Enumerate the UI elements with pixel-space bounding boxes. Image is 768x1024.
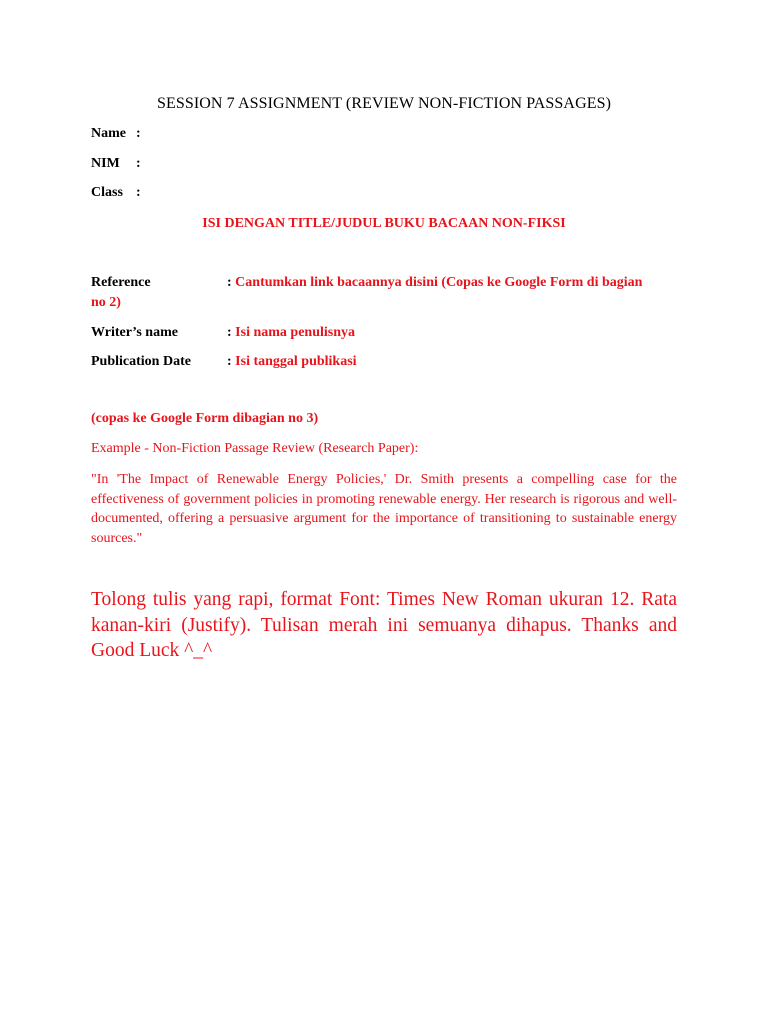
publication-row xyxy=(91,352,677,372)
nim-field-row xyxy=(91,156,141,172)
example-heading: Example - Non-Fiction Passage Review (Research Paper): xyxy=(91,441,419,456)
name-field-row xyxy=(91,126,141,142)
document-title: SESSION 7 ASSIGNMENT (REVIEW NON-FICTION PASSAGES) xyxy=(156,95,612,112)
publication-colon: : xyxy=(227,354,232,369)
writer-row xyxy=(91,323,677,343)
writer-value: Isi nama penulisnya xyxy=(235,325,355,340)
publication-label: Publication Date xyxy=(91,354,191,369)
class-field-label: Class xyxy=(91,185,123,200)
class-field-row xyxy=(91,185,141,201)
nim-field-colon: : xyxy=(136,156,141,171)
reference-colon: : xyxy=(227,275,232,290)
reference-value-wrap: no 2) xyxy=(91,294,121,310)
name-field-label: Name xyxy=(91,126,126,141)
example-quote: "In 'The Impact of Renewable Energy Policies,' Dr. Smith presents a compelling case for the effectiveness of government policies in promoting renewable energy. Her research is rigorous and well-documented, offering a persuasive argument for the importance of transitioning to sustainable energy sources." xyxy=(91,472,677,546)
book-title-placeholder: ISI DENGAN TITLE/JUDUL BUKU BACAAN NON-FIKSI xyxy=(202,216,566,231)
writer-label: Writer’s name xyxy=(91,325,178,340)
reference-row xyxy=(91,273,677,312)
class-field-colon: : xyxy=(136,185,141,200)
name-field-colon: : xyxy=(136,126,141,141)
reference-value: Cantumkan link bacaannya disini (Copas ke Google Form di bagian xyxy=(235,275,643,290)
publication-value: Isi tanggal publikasi xyxy=(235,354,357,369)
writer-colon: : xyxy=(227,325,232,340)
reference-label: Reference xyxy=(91,275,151,290)
copy-note: (copas ke Google Form dibagian no 3) xyxy=(91,411,319,426)
instructions-text: Tolong tulis yang rapi, format Font: Times New Roman ukuran 12. Rata kanan-kiri (Justify). Tulisan merah ini semuanya dihapus. Thanks and Good Luck ^_^ xyxy=(91,589,677,661)
nim-field-label: NIM xyxy=(91,156,120,171)
